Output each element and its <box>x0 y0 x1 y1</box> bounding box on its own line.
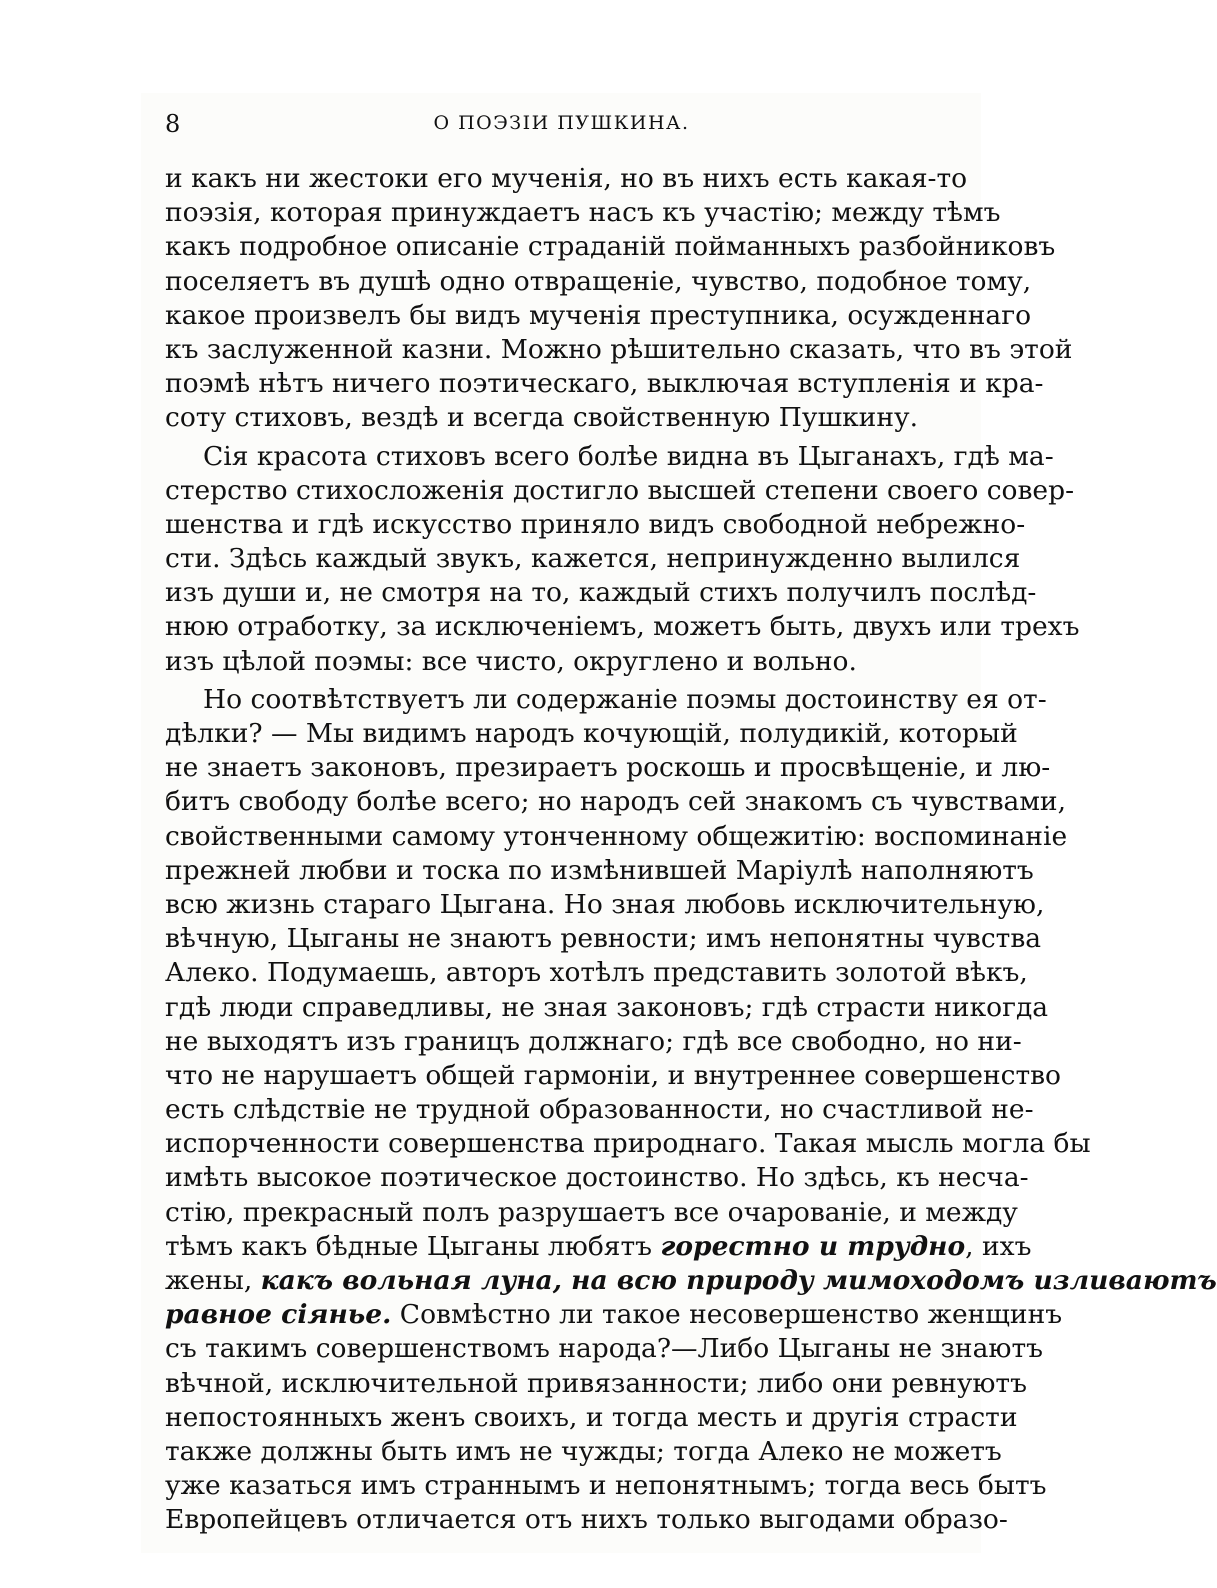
text-line: также должны быть имъ не чужды; тогда Алеко не можетъ <box>165 1435 1002 1467</box>
text-line: есть слѣдствіе не трудной образованности, но счастливой не- <box>165 1094 1034 1126</box>
text-line: не выходятъ изъ границъ должнаго; гдѣ все свободно, но ни- <box>165 1025 1022 1057</box>
text-line: поселяетъ въ душѣ одно отвращеніе, чувство, подобное тому, <box>165 265 1032 297</box>
text-line: соту стиховъ, вездѣ и всегда свойственную Пушкину. <box>165 402 919 434</box>
text-line: сти. Здѣсь каждый звукъ, кажется, непринужденно вылился <box>165 543 1021 575</box>
text-line-mixed <box>165 1230 1032 1264</box>
page-number: 8 <box>165 110 181 138</box>
italic-quote: какъ вольная луна, на всю природу мимоходомъ изливаютъ <box>260 1265 1217 1296</box>
text-line: что не нарушаетъ общей гармоніи, и внутреннее совершенство <box>165 1059 1061 1091</box>
text-line: не знаетъ законовъ, презираетъ роскошь и просвѣщеніе, и лю- <box>165 752 1051 784</box>
text-line: изъ цѣлой поэмы: все чисто, округлено и вольно. <box>165 645 857 677</box>
italic-quote: равное сіянье. <box>165 1299 392 1331</box>
text-run: , ихъ <box>965 1230 1032 1262</box>
text-line: Европейцевъ отличается отъ нихъ только выгодами образо- <box>165 1504 1008 1536</box>
text-line-mixed <box>165 1264 1217 1298</box>
text-line: стерство стихосложенія достигло высшей степени своего совер- <box>165 474 1075 506</box>
text-line: поэзія, которая принуждаетъ насъ къ участію; между тѣмъ <box>165 197 1001 229</box>
text-line: поэмѣ нѣтъ ничего поэтическаго, выключая вступленія и кра- <box>165 368 1044 400</box>
text-line: всю жизнь стараго Цыгана. Но зная любовь исключительную, <box>165 888 1045 920</box>
text-line: прежней любви и тоска по измѣнившей Маріулѣ наполняютъ <box>165 854 1034 886</box>
text-line: и какъ ни жестоки его мученія, но въ нихъ есть какая-то <box>165 163 968 194</box>
text-line: имѣть высокое поэтическое достоинство. Но здѣсь, къ несча- <box>165 1162 1029 1194</box>
text-line: Но соотвѣтствуетъ ли содержаніе поэмы достоинству ея от- <box>203 683 1047 715</box>
text-line: къ заслуженной казни. Можно рѣшительно сказать, что въ этой <box>165 333 1073 365</box>
text-line: нюю отработку, за исключеніемъ, можетъ быть, двухъ или трехъ <box>165 611 1080 643</box>
text-line: испорченности совершенства природнаго. Такая мысль могла бы <box>165 1128 1091 1160</box>
text-line: дѣлки? — Мы видимъ народъ кочующій, полудикій, который <box>165 718 1018 749</box>
text-line: непостоянныхъ женъ своихъ, и тогда месть и другія страсти <box>165 1401 1018 1433</box>
italic-quote: горестно и трудно <box>660 1230 966 1262</box>
text-line: свойственными самому утонченному общежитію: воспоминаніе <box>165 820 1068 852</box>
text-line: уже казаться имъ страннымъ и непонятнымъ; тогда весь бытъ <box>165 1470 1047 1502</box>
text-line: шенства и гдѣ искусство приняло видъ свободной небрежно- <box>165 508 1026 540</box>
text-line: стію, прекрасный полъ разрушаетъ все очарованіе, и между <box>165 1196 1018 1228</box>
text-run: тѣмъ какъ бѣдные Цыганы любятъ <box>165 1230 661 1262</box>
text-line: какъ подробное описаніе страданій пойманныхъ разбойниковъ <box>165 231 1056 263</box>
text-line: вѣчную, Цыганы не знаютъ ревности; имъ непонятны чувства <box>165 923 1042 955</box>
text-line: какое произвелъ бы видъ мученія преступника, осужденнаго <box>165 299 1032 331</box>
text-run: жены, <box>165 1265 261 1296</box>
page-body <box>165 162 1217 1538</box>
text-line-mixed <box>165 1298 1063 1332</box>
text-line: гдѣ люди справедливы, не зная законовъ; гдѣ страсти никогда <box>165 991 1049 1023</box>
text-line: Сія красота стиховъ всего болѣе видна въ Цыганахъ, гдѣ ма- <box>203 440 1054 472</box>
running-title: О ПОЭЗІИ ПУШКИНА. <box>433 112 690 134</box>
text-line: изъ души и, не смотря на то, каждый стихъ получилъ послѣд- <box>165 577 1037 609</box>
text-line: съ такимъ совершенствомъ народа?—Либо Цыганы не знаютъ <box>165 1333 1043 1365</box>
page-header <box>165 110 958 144</box>
text-line: Алеко. Подумаешь, авторъ хотѣлъ представить золотой вѣкъ, <box>165 957 1028 989</box>
text-line: вѣчной, исключительной привязанности; либо они ревнуютъ <box>165 1367 1027 1399</box>
text-run: Совмѣстно ли такое несовершенство женщинъ <box>391 1299 1063 1331</box>
text-line: битъ свободу болѣе всего; но народъ сей знакомъ съ чувствами, <box>165 786 1067 818</box>
